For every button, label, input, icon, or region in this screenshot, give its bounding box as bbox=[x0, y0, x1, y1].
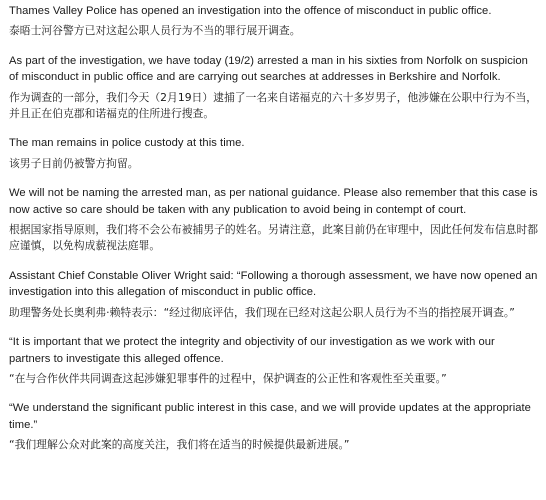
bilingual-article bbox=[9, 3, 539, 467]
paragraph-6 bbox=[9, 334, 539, 387]
paragraph-english: Assistant Chief Constable Oliver Wright said: “Following a thorough assessment, we have now opened an investigation into this allegation of misconduct in public office. bbox=[9, 269, 538, 299]
paragraph-english: “It is important that we protect the integrity and objectivity of our investigation as we work with our partners to investigate this alleged offence. bbox=[9, 336, 495, 365]
paragraph-chinese: “我们理解公众对此案的高度关注，我们将在适当的时候提供最新进展。” bbox=[9, 438, 350, 452]
paragraph-4 bbox=[9, 185, 539, 255]
paragraph-english: “We understand the significant public interest in this case, and we will provide updates at the appropriate time.” bbox=[9, 402, 531, 431]
paragraph-chinese: 该男子目前仍被警方拘留。 bbox=[9, 156, 139, 170]
paragraph-1 bbox=[9, 3, 539, 40]
paragraph-3 bbox=[9, 135, 539, 172]
paragraph-english: Thames Valley Police has opened an investigation into the offence of misconduct in public office. bbox=[9, 5, 492, 17]
paragraph-chinese: 作为调查的一部分，我们今天（2月19日）逮捕了一名来自诺福克的六十多岁男子，他涉嫌在公职中行为不当，并且正在伯克郡和诺福克的住所进行搜查。 bbox=[9, 90, 538, 121]
paragraph-english: The man remains in police custody at this time. bbox=[9, 137, 245, 150]
paragraph-2 bbox=[9, 53, 539, 123]
paragraph-5 bbox=[9, 268, 539, 321]
paragraph-chinese: 助理警务处长奥利弗·赖特表示：“经过彻底评估，我们现在已经对这起公职人员行为不当的指控展开调查。” bbox=[9, 305, 515, 319]
paragraph-chinese: “在与合作伙伴共同调查这起涉嫌犯罪事件的过程中，保护调查的公正性和客观性至关重要。” bbox=[9, 371, 447, 385]
paragraph-chinese: 根据国家指导原则，我们将不会公布被捕男子的姓名。另请注意，此案目前仍在审理中，因此任何发布信息时都应谨慎，以免构成藐视法庭罪。 bbox=[9, 223, 539, 253]
paragraph-chinese: 泰晤士河谷警方已对这起公职人员行为不当的罪行展开调查。 bbox=[9, 24, 301, 38]
paragraph-7 bbox=[9, 400, 539, 453]
paragraph-english: We will not be naming the arrested man, as per national guidance. Please also remember that this case is now active so care should be taken with any publication to avoid being in contempt of court. bbox=[9, 187, 538, 216]
paragraph-english: As part of the investigation, we have today (19/2) arrested a man in his sixties from Norfolk on suspicion of misconduct in public office and are carrying out searches at addresses in Berkshire and Norfolk. bbox=[9, 54, 528, 84]
